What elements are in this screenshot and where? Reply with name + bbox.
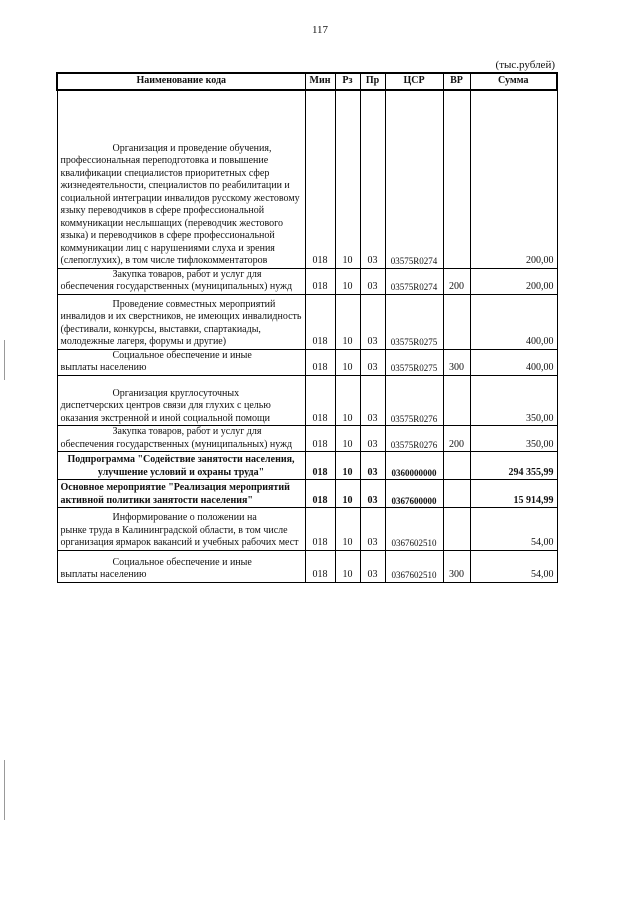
row-csr: 03575R0276 (385, 426, 443, 452)
row-min: 018 (305, 550, 335, 582)
row-name-lead: Информирование о положении на (112, 512, 257, 523)
row-name (57, 426, 305, 452)
row-name (57, 90, 305, 269)
row-pr: 03 (360, 90, 385, 269)
row-sum: 200,00 (470, 268, 557, 294)
row-name-text: обеспечения государственных (муниципальных) нужд (60, 281, 293, 292)
header-sum: Сумма (470, 73, 557, 90)
row-vr: 200 (443, 426, 470, 452)
row-sum: 350,00 (470, 426, 557, 452)
header-pr: Пр (360, 73, 385, 90)
row-name-text: рынке труда в Калининградской области, в том числе организация ярмарок вакансий и учебных рабочих мест (60, 524, 299, 548)
row-vr (443, 480, 470, 508)
row-rz: 10 (335, 452, 360, 480)
row-csr: 0367602510 (385, 508, 443, 551)
row-rz: 10 (335, 508, 360, 551)
row-csr: 0367600000 (385, 480, 443, 508)
row-csr: 03575R0276 (385, 375, 443, 426)
row-name (57, 550, 305, 582)
row-csr: 03575R0274 (385, 268, 443, 294)
row-csr: 0360000000 (385, 452, 443, 480)
row-pr: 03 (360, 452, 385, 480)
row-pr: 03 (360, 480, 385, 508)
row-pr: 03 (360, 508, 385, 551)
table-row (57, 550, 557, 582)
table-row (57, 452, 557, 480)
budget-table (56, 72, 558, 583)
row-vr (443, 452, 470, 480)
table-body (57, 90, 557, 583)
row-rz: 10 (335, 294, 360, 349)
row-name-lead: Организация и проведение обучения, (112, 142, 272, 154)
row-pr: 03 (360, 375, 385, 426)
table-row (57, 480, 557, 508)
row-vr (443, 90, 470, 269)
row-pr: 03 (360, 426, 385, 452)
table-header-row (57, 73, 557, 90)
row-name (57, 508, 305, 551)
row-csr: 03575R0274 (385, 90, 443, 269)
page-number: 117 (311, 24, 329, 36)
units-label: (тыс.рублей) (495, 59, 555, 71)
row-vr: 300 (443, 550, 470, 582)
table-row (57, 508, 557, 551)
row-name-text: выплаты населению (60, 569, 147, 580)
row-min: 018 (305, 508, 335, 551)
row-csr: 0367602510 (385, 550, 443, 582)
row-sum: 15 914,99 (470, 480, 557, 508)
row-sum: 54,00 (470, 508, 557, 551)
row-pr: 03 (360, 349, 385, 375)
row-name-lead: Социальное обеспечение и иные (112, 556, 252, 568)
row-min: 018 (305, 90, 335, 269)
row-name-text: профессиональная переподготовка и повышение квалификации специалистов приоритетных сфер жизнедеятельности, специалистов по реабилитации и социальной интеграции инвалидов русскому жестовому языку переводчиков в сфере профессиональной коммуникации неслышащих (переводчик жестового языка) и переводчиков в сфере профессиональной коммуникации лиц с нарушениями слуха и зрения (слепоглухих), в том числе тифлокомментаторов (60, 155, 300, 266)
table-row (57, 268, 557, 294)
row-min: 018 (305, 452, 335, 480)
row-name (57, 480, 305, 508)
header-min: Мин (305, 73, 335, 90)
row-min: 018 (305, 480, 335, 508)
row-sum: 200,00 (470, 90, 557, 269)
row-sum: 400,00 (470, 349, 557, 375)
header-rz: Рз (335, 73, 360, 90)
row-rz: 10 (335, 480, 360, 508)
row-min: 018 (305, 375, 335, 426)
table-row (57, 90, 557, 269)
row-rz: 10 (335, 349, 360, 375)
row-name-lead: Проведение совместных мероприятий (112, 298, 276, 310)
row-name-text: инвалидов и их сверстников, не имеющих инвалидность (фестивали, конкурсы, выставки, спартакиады, молодежные лагеря, форумы и другие) (60, 311, 302, 347)
row-min: 018 (305, 426, 335, 452)
row-name-text: выплаты населению (60, 362, 147, 373)
row-rz: 10 (335, 426, 360, 452)
row-name-lead: Закупка товаров, работ и услуг для (112, 268, 262, 280)
row-vr: 200 (443, 268, 470, 294)
scan-edge-mark (4, 340, 5, 380)
row-vr (443, 294, 470, 349)
row-sum: 54,00 (470, 550, 557, 582)
row-name (57, 452, 305, 480)
header-csr: ЦСР (385, 73, 443, 90)
row-pr: 03 (360, 268, 385, 294)
header-vr: ВР (443, 73, 470, 90)
row-name (57, 268, 305, 294)
row-name (57, 294, 305, 349)
table-row (57, 294, 557, 349)
row-pr: 03 (360, 294, 385, 349)
header-name: Наименование кода (57, 73, 305, 90)
row-sum: 350,00 (470, 375, 557, 426)
row-name-text: обеспечения государственных (муниципальных) нужд (60, 438, 293, 450)
row-name (57, 375, 305, 426)
row-sum: 400,00 (470, 294, 557, 349)
row-name-lead: Организация круглосуточных (112, 387, 240, 399)
table-row (57, 426, 557, 452)
table-row (57, 349, 557, 375)
row-rz: 10 (335, 90, 360, 269)
row-min: 018 (305, 268, 335, 294)
row-csr: 03575R0275 (385, 294, 443, 349)
row-csr: 03575R0275 (385, 349, 443, 375)
row-min: 018 (305, 349, 335, 375)
row-min: 018 (305, 294, 335, 349)
row-name-text: Подпрограмма "Содействие занятости населения, улучшение условий и охраны труда" (67, 454, 295, 478)
row-vr (443, 375, 470, 426)
row-sum: 294 355,99 (470, 452, 557, 480)
row-vr (443, 508, 470, 551)
row-name-text: диспетчерских центров связи для глухих с целью оказания экстренной и иной социальной помощи (60, 400, 271, 424)
scan-edge-mark (4, 760, 5, 820)
row-rz: 10 (335, 268, 360, 294)
row-pr: 03 (360, 550, 385, 582)
row-name-lead: Социальное обеспечение и иные (112, 349, 252, 361)
row-vr: 300 (443, 349, 470, 375)
row-rz: 10 (335, 375, 360, 426)
row-name-lead: Закупка товаров, работ и услуг для (112, 426, 262, 437)
table-row (57, 375, 557, 426)
row-name (57, 349, 305, 375)
row-name-text: Основное мероприятие "Реализация мероприятий активной политики занятости населения" (60, 482, 290, 506)
row-rz: 10 (335, 550, 360, 582)
